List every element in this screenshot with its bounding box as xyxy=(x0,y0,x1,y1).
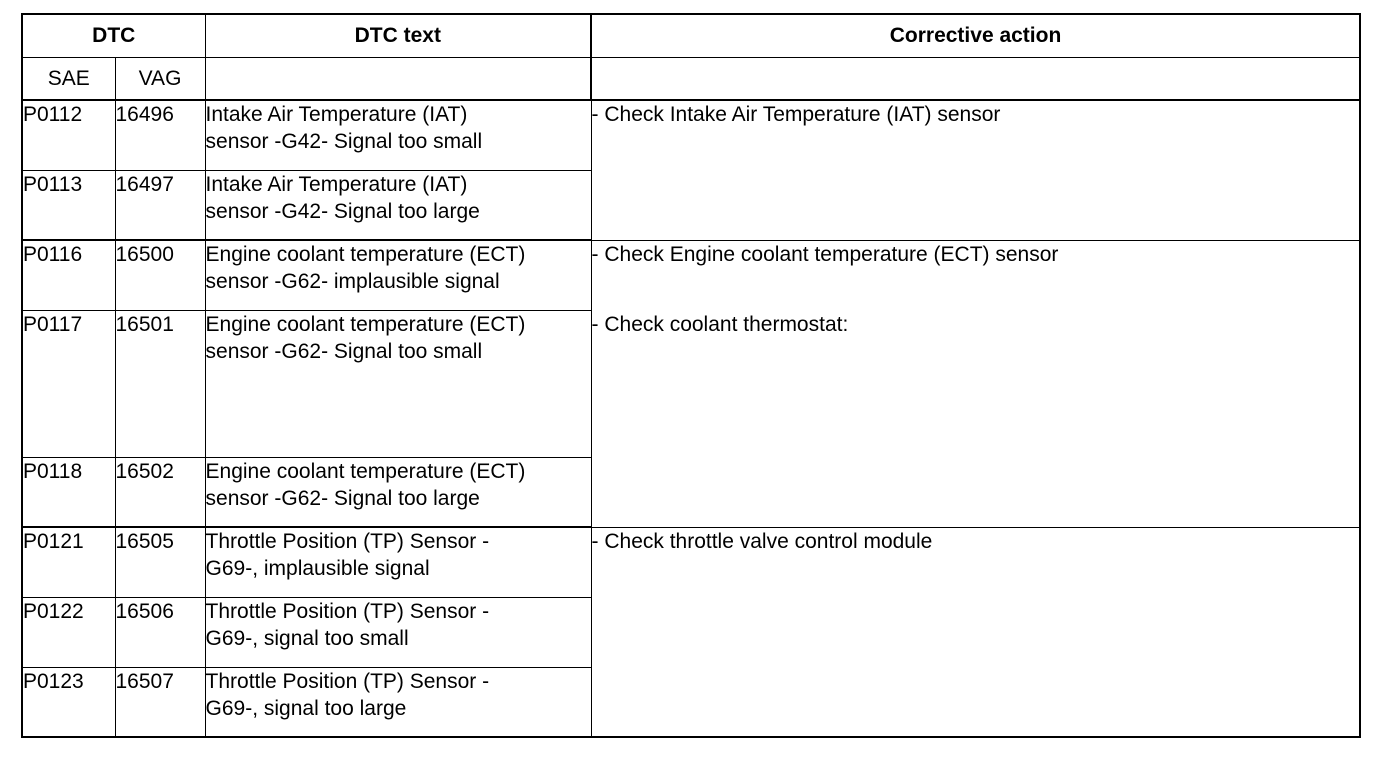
dtc-text-line: G69-, implausible signal xyxy=(205,557,430,580)
dtc-text-line: Throttle Position (TP) Sensor - xyxy=(205,669,490,693)
sae-code: P0118 xyxy=(22,457,115,527)
sae-code: P0117 xyxy=(22,310,115,457)
vag-code: 16507 xyxy=(115,667,205,737)
dtc-text xyxy=(205,310,591,457)
header-empty-text xyxy=(205,57,591,100)
dtc-text xyxy=(205,527,591,597)
dtc-text-line: Intake Air Temperature (IAT) xyxy=(205,103,468,126)
sae-code: P0116 xyxy=(22,240,115,310)
sae-code: P0121 xyxy=(22,527,115,597)
sae-code: P0123 xyxy=(22,667,115,737)
action-line: - Check Intake Air Temperature (IAT) sensor xyxy=(591,103,1001,126)
header-dtc-text: DTC text xyxy=(205,14,591,57)
dtc-text xyxy=(205,240,591,310)
vag-code: 16497 xyxy=(115,170,205,240)
dtc-text xyxy=(205,100,591,170)
table-row xyxy=(22,240,1360,310)
header-sae: SAE xyxy=(22,57,115,100)
dtc-text-line: Engine coolant temperature (ECT) xyxy=(205,243,526,266)
corrective-action xyxy=(591,100,1360,240)
action-line: - Check throttle valve control module xyxy=(591,529,933,553)
header-vag: VAG xyxy=(115,57,205,100)
sae-code: P0112 xyxy=(22,100,115,170)
vag-code: 16505 xyxy=(115,527,205,597)
dtc-text-line: sensor -G42- Signal too small xyxy=(205,130,483,153)
vag-code: 16502 xyxy=(115,457,205,527)
dtc-text-line: Engine coolant temperature (ECT) xyxy=(205,312,526,336)
dtc-text-line: Engine coolant temperature (ECT) xyxy=(205,459,526,483)
vag-code: 16506 xyxy=(115,597,205,667)
header-corrective-action: Corrective action xyxy=(591,14,1360,57)
dtc-text-line: Throttle Position (TP) Sensor - xyxy=(205,599,490,623)
dtc-text xyxy=(205,457,591,527)
vag-code: 16501 xyxy=(115,310,205,457)
dtc-text-line: sensor -G62- implausible signal xyxy=(205,270,500,293)
vag-code: 16496 xyxy=(115,100,205,170)
dtc-text-line: sensor -G42- Signal too large xyxy=(205,199,480,223)
dtc-text-line: Intake Air Temperature (IAT) xyxy=(205,172,468,196)
vag-code: 16500 xyxy=(115,240,205,310)
dtc-table xyxy=(21,13,1361,738)
subheader-row xyxy=(22,57,1360,100)
dtc-text-line: Throttle Position (TP) Sensor - xyxy=(205,530,490,553)
action-line: - Check Engine coolant temperature (ECT) sensor xyxy=(591,242,1059,266)
dtc-text-line: G69-, signal too large xyxy=(205,696,407,720)
table-row xyxy=(22,100,1360,170)
dtc-text-line: sensor -G62- Signal too small xyxy=(205,339,483,363)
dtc-text-line: sensor -G62- Signal too large xyxy=(205,486,480,510)
action-line: - Check coolant thermostat: xyxy=(591,312,849,336)
dtc-text xyxy=(205,597,591,667)
dtc-text xyxy=(205,170,591,240)
table-row xyxy=(22,527,1360,597)
header-empty-action xyxy=(591,57,1360,100)
dtc-text-line: G69-, signal too small xyxy=(205,626,409,650)
dtc-text xyxy=(205,667,591,737)
header-dtc: DTC xyxy=(22,14,205,57)
header-row xyxy=(22,14,1360,57)
sae-code: P0122 xyxy=(22,597,115,667)
corrective-action xyxy=(591,240,1360,527)
corrective-action xyxy=(591,527,1360,737)
sae-code: P0113 xyxy=(22,170,115,240)
